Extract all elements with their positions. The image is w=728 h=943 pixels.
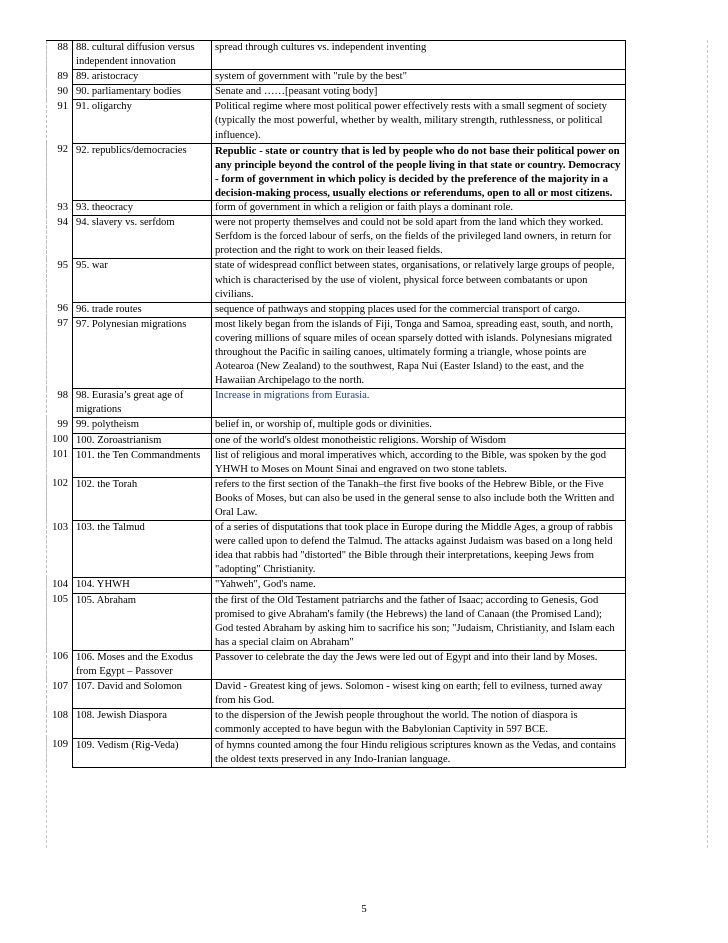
term-cell: 99. polytheism [73, 418, 212, 433]
term-cell: 91. oligarchy [73, 100, 212, 143]
table-row [47, 578, 626, 593]
table-row [47, 418, 626, 433]
definition-cell[interactable]: Increase in migrations from Eurasia. [212, 389, 626, 418]
term-cell: 106. Moses and the Exodus from Egypt – Passover [73, 650, 212, 679]
table-row [47, 302, 626, 317]
definition-cell: of hymns counted among the four Hindu religious scriptures known as the Vedas, and contains the oldest texts preserved in any Indo-Iranian language. [212, 738, 626, 767]
definition-cell: Senate and ……[peasant voting body] [212, 85, 626, 100]
table-row [47, 216, 626, 259]
table-row [47, 389, 626, 418]
row-number: 95 [47, 259, 73, 302]
definition-cell: to the dispersion of the Jewish people throughout the world. The notion of diaspora is commonly accepted to have begun with the Babylonian Captivity in 597 BCE. [212, 709, 626, 738]
term-cell: 89. aristocracy [73, 70, 212, 85]
term-cell: 105. Abraham [73, 593, 212, 650]
row-number: 97 [47, 317, 73, 388]
definition-cell: list of religious and moral imperatives which, according to the Bible, was spoken by the god YHWH to Moses on Mount Sinai and engraved on two stone tablets. [212, 448, 626, 477]
row-number: 101 [47, 448, 73, 477]
table-row [47, 709, 626, 738]
term-cell: 101. the Ten Commandments [73, 448, 212, 477]
gridline [707, 40, 708, 848]
term-cell: 96. trade routes [73, 302, 212, 317]
table-row [47, 477, 626, 520]
row-number: 88 [47, 41, 73, 70]
term-cell: 95. war [73, 259, 212, 302]
table-row [47, 85, 626, 100]
definition-cell: belief in, or worship of, multiple gods or divinities. [212, 418, 626, 433]
table-row [47, 201, 626, 216]
term-cell: 88. cultural diffusion versus independent innovation [73, 41, 212, 70]
term-cell: 90. parliamentary bodies [73, 85, 212, 100]
definition-cell: Political regime where most political power effectively rests with a small segment of society (typically the most powerful, whether by wealth, military strength, ruthlessness, or political influence). [212, 100, 626, 143]
row-number: 98 [47, 389, 73, 418]
definition-cell: Passover to celebrate the day the Jews were led out of Egypt and into their land by Moses. [212, 650, 626, 679]
term-cell: 97. Polynesian migrations [73, 317, 212, 388]
term-cell: 107. David and Solomon [73, 680, 212, 709]
definition-cell: most likely began from the islands of Fiji, Tonga and Samoa, spreading east, south, and north, covering millions of square miles of ocean sparsely dotted with islands. Polynesians migrated throughout the Pacific in sailing canoes, ultimately forming a triangle, whose points are Aotearoa (New Zealand) to the southwest, Rapa Nui (Easter Island) to the east, and the Hawaiian Archipelago to the north. [212, 317, 626, 388]
table-row [47, 433, 626, 448]
table-row [47, 100, 626, 143]
row-number: 94 [47, 216, 73, 259]
row-number: 100 [47, 433, 73, 448]
vocabulary-table [46, 40, 626, 768]
row-number: 93 [47, 201, 73, 216]
page-number: 5 [361, 903, 367, 915]
table-row [47, 593, 626, 650]
definition-cell: the first of the Old Testament patriarchs and the father of Isaac; according to Genesis, God promised to give Abraham's family (the Hebrews) the land of Canaan (the Promised Land); God tested Abraham by asking him to sacrifice his son; "Judaism, Christianity, and Islam each has a special claim on Abraham" [212, 593, 626, 650]
table-row [47, 521, 626, 578]
table-row [47, 70, 626, 85]
table-row [47, 317, 626, 388]
row-number: 105 [47, 593, 73, 650]
definition-cell: system of government with "rule by the best" [212, 70, 626, 85]
definition-cell: "Yahweh", God's name. [212, 578, 626, 593]
term-cell: 104. YHWH [73, 578, 212, 593]
table-row [47, 650, 626, 679]
vocabulary-table-body [47, 41, 626, 768]
term-cell: 108. Jewish Diaspora [73, 709, 212, 738]
row-number: 102 [47, 477, 73, 520]
term-cell: 109. Vedism (Rig-Veda) [73, 738, 212, 767]
row-number: 91 [47, 100, 73, 143]
table-row [47, 680, 626, 709]
definition-cell: refers to the first section of the Tanakh–the first five books of the Hebrew Bible, or the Five Books of Moses, but can also be used in the general sense to also include both the Written and Oral Law. [212, 477, 626, 520]
definition-cell: form of government in which a religion or faith plays a dominant role. [212, 201, 626, 216]
table-row [47, 738, 626, 767]
definition-cell: state of widespread conflict between states, organisations, or relatively large groups of people, which is characterised by the use of violent, physical force between combatants or upon civilians. [212, 259, 626, 302]
definition-cell: one of the world's oldest monotheistic religions. Worship of Wisdom [212, 433, 626, 448]
row-number: 90 [47, 85, 73, 100]
row-number: 107 [47, 680, 73, 709]
term-cell: 93. theocracy [73, 201, 212, 216]
row-number: 89 [47, 70, 73, 85]
row-number: 109 [47, 738, 73, 767]
table-row [47, 448, 626, 477]
term-cell: 92. republics/democracies [73, 143, 212, 200]
row-number: 103 [47, 521, 73, 578]
row-number: 108 [47, 709, 73, 738]
row-number: 96 [47, 302, 73, 317]
row-number: 106 [47, 650, 73, 679]
table-row [47, 143, 626, 200]
definition-cell: were not property themselves and could not be sold apart from the land which they worked. Serfdom is the forced labour of serfs, on the fields of the privileged land owners, in return for protection and the right to work on their leased fields. [212, 216, 626, 259]
row-number: 92 [47, 143, 73, 200]
definition-cell: David - Greatest king of jews. Solomon - wisest king on earth; fell to evilness, turned away from his God. [212, 680, 626, 709]
term-cell: 103. the Talmud [73, 521, 212, 578]
definition-cell: spread through cultures vs. independent inventing [212, 41, 626, 70]
row-number: 104 [47, 578, 73, 593]
term-cell: 102. the Torah [73, 477, 212, 520]
definition-cell: sequence of pathways and stopping places used for the commercial transport of cargo. [212, 302, 626, 317]
row-number: 99 [47, 418, 73, 433]
definition-cell: of a series of disputations that took place in Europe during the Middle Ages, a group of rabbis were called upon to defend the Talmud. The attacks against Judaism was based on a long held idea that rabbis had "distorted" the Bible through their interpretations, keeping Jews from "adopting" Christianity. [212, 521, 626, 578]
table-row [47, 259, 626, 302]
term-cell: 100. Zoroastrianism [73, 433, 212, 448]
term-cell: 98. Eurasia’s great age of migrations [73, 389, 212, 418]
term-cell: 94. slavery vs. serfdom [73, 216, 212, 259]
definition-cell: Republic - state or country that is led by people who do not base their political power on any principle beyond the control of the people living in that state or country. Democracy - form of government in which policy is decided by the preference of the majority in a decision-making process, usually elections or referendums, open to all or most citizens. [212, 143, 626, 200]
table-row [47, 41, 626, 70]
